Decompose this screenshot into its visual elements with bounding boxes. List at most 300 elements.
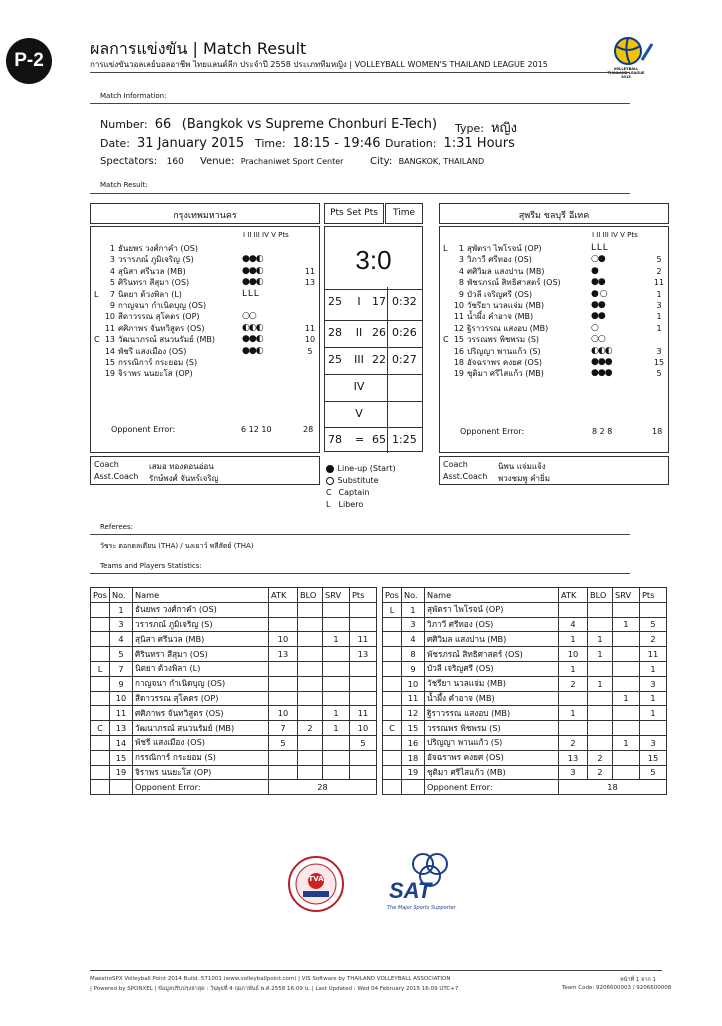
stats-cell: สุพัตรา ไพโรจน์ (OP) [425, 602, 559, 617]
stats-cell: 12 [402, 706, 425, 721]
stats-cell [613, 750, 640, 765]
set-home-pts: 25 [328, 295, 342, 308]
stats-cell: ศศิวิมล แสงปาน (MB) [425, 632, 559, 647]
stats-cell [298, 632, 323, 647]
roster-pos: L [443, 244, 448, 253]
stats-cell: 10 [269, 706, 298, 721]
stats-cell: L [383, 602, 402, 617]
set-label: Set [346, 208, 362, 218]
roster-row [94, 357, 318, 368]
stats-cell: 1 [588, 632, 613, 647]
stats-cell: 2 [640, 632, 667, 647]
stats-cell: 3 [110, 617, 133, 632]
roster-row [94, 334, 318, 345]
stats-cell [613, 647, 640, 662]
roster-row [94, 368, 318, 379]
opp-error-blank [110, 780, 133, 795]
stats-cell: 8 [402, 647, 425, 662]
table-row [91, 632, 377, 647]
away-opp-error-total: 18 [652, 427, 663, 436]
roster-pts: 3 [656, 346, 662, 356]
table-row [383, 750, 667, 765]
stats-cell [383, 691, 402, 706]
stats-cell [91, 602, 110, 617]
stats-cell: 15 [402, 721, 425, 736]
opp-error-total: 18 [559, 780, 667, 795]
stats-cell: 1 [559, 661, 588, 676]
roster-no: 15 [453, 335, 464, 345]
stats-cell [269, 602, 298, 617]
time-label: Time: [255, 137, 286, 150]
roster-pts: 10 [304, 335, 316, 345]
set-time: 0:32 [392, 295, 417, 308]
stats-cell [91, 735, 110, 750]
roster-sets: ●●◐ [242, 254, 263, 265]
roster-name: ชุติมา ศรีไสแก้ว (MB) [467, 369, 544, 379]
roster-sets: ● ○ [591, 288, 607, 299]
stats-cell [588, 617, 613, 632]
stats-header-cell: ATK [559, 588, 588, 603]
stats-cell [323, 765, 350, 780]
roster-no: 7 [109, 289, 115, 299]
away-coach: นิพน แจ่มแจ้ง [498, 462, 546, 471]
match-venue: Prachaniwet Sport Center [240, 157, 344, 166]
stats-header-cell: BLO [298, 588, 323, 603]
teams-stats-label: Teams and Players Statistics: [100, 562, 202, 570]
roster-no: 8 [458, 278, 464, 288]
stats-cell: 1 [613, 735, 640, 750]
roster-sets: ● [591, 265, 598, 276]
roster-no: 19 [453, 369, 464, 379]
stats-cell: 1 [588, 676, 613, 691]
sat-tagline: The Major Sports Supporter [387, 905, 456, 911]
home-opp-error-label: Opponent Error: [111, 425, 176, 434]
away-stats-table [382, 587, 667, 795]
date-label: Date: [100, 137, 130, 150]
pts-label: Pts [330, 208, 344, 218]
stats-cell: 13 [110, 721, 133, 736]
divider [90, 534, 630, 535]
match-date: 31 January 2015 [137, 136, 245, 151]
city-row [370, 156, 484, 167]
stats-cell [269, 661, 298, 676]
stats-cell: 3 [402, 617, 425, 632]
stats-cell [350, 691, 377, 706]
home-asst-coach: รักษ์พงศ์ จันทร์เจริญ [149, 474, 219, 483]
roster-no: 16 [453, 346, 464, 356]
roster-name: ธันยพร วงศ์กาคำ (OS) [118, 244, 198, 253]
coach-label: Coach [94, 460, 119, 469]
away-set-headers: I II III IV V Pts [592, 231, 638, 239]
stats-cell: 7 [110, 661, 133, 676]
home-set-headers: I II III IV V Pts [243, 231, 289, 239]
stats-header-cell: SRV [323, 588, 350, 603]
match-teams: (Bangkok vs Supreme Chonburi E-Tech) [181, 117, 438, 132]
divider [90, 103, 630, 104]
table-row [383, 602, 667, 617]
roster-pts: 1 [656, 312, 662, 322]
roster-sets: ●●◐ [242, 345, 263, 356]
stats-cell: วัฒนาภรณ์ สนวนรัมย์ (MB) [133, 721, 269, 736]
stats-cell [323, 691, 350, 706]
roster-no: 3 [109, 255, 115, 265]
roster-name: บัวลี เจริญศรี (OS) [467, 289, 533, 299]
stats-cell: วรารภณ์ ภูมิเจริญ (S) [133, 617, 269, 632]
stats-cell: 4 [559, 617, 588, 632]
stats-cell [269, 676, 298, 691]
table-row [383, 765, 667, 780]
stats-cell [298, 617, 323, 632]
match-type: หญิง [490, 121, 517, 136]
stats-cell [640, 602, 667, 617]
roster-sets: ◐◐◐ [591, 345, 612, 356]
stats-cell: 2 [559, 676, 588, 691]
stats-cell [91, 691, 110, 706]
stats-cell: ศศิภาพร จันทวิสูตร (OS) [133, 706, 269, 721]
total-home: 78 [328, 433, 342, 446]
stats-header-row [383, 588, 667, 603]
roster-row [443, 243, 667, 254]
total-eq: = [355, 433, 365, 446]
stats-cell: 1 [110, 602, 133, 617]
table-row [91, 765, 377, 780]
stats-cell: ธันยพร วงศ์กาคำ (OS) [133, 602, 269, 617]
stats-cell [559, 602, 588, 617]
roster-name: นิตยา ต้วงพิลา (L) [118, 289, 182, 299]
stats-cell: สุนิสา ศรีนวล (MB) [133, 632, 269, 647]
legend-l: L [326, 500, 331, 509]
roster-pts: 5 [307, 346, 313, 356]
time-header [385, 203, 423, 224]
set-divider [325, 320, 422, 321]
away-opp-error-label: Opponent Error: [460, 427, 525, 436]
stats-cell: 1 [559, 706, 588, 721]
stats-cell: 1 [640, 691, 667, 706]
stats-cell: สีดาวรรณ สุโคตร (OP) [133, 691, 269, 706]
stats-cell [298, 691, 323, 706]
legend-lineup: Line-up (Start) [337, 464, 396, 473]
roster-no: 9 [109, 300, 115, 310]
home-roster [94, 243, 318, 380]
date-row [100, 136, 244, 151]
legend-c: C [326, 488, 332, 497]
stats-cell: 10 [559, 647, 588, 662]
stats-cell: 11 [640, 647, 667, 662]
home-coach: เสมอ ทองดอนอ่อน [149, 462, 214, 471]
stats-cell: C [383, 721, 402, 736]
stats-cell: 10 [402, 676, 425, 691]
away-roster-box [439, 226, 669, 453]
stats-cell [350, 676, 377, 691]
stats-cell [298, 661, 323, 676]
stats-cell [588, 602, 613, 617]
roster-name: จิราพร นนยะโส (OP) [118, 369, 193, 379]
stats-cell [323, 647, 350, 662]
away-opp-error-values: 8 2 8 [592, 427, 613, 436]
stats-cell: 5 [269, 735, 298, 750]
roster-row [443, 323, 667, 334]
venue-row [200, 156, 343, 167]
stats-cell [383, 617, 402, 632]
stats-cell: 1 [613, 617, 640, 632]
stats-cell [350, 661, 377, 676]
set-number: II [355, 326, 363, 339]
roster-name: วรรณพร พิชพรม (S) [467, 335, 540, 345]
roster-row [94, 346, 318, 357]
roster-pts: 13 [304, 278, 316, 288]
stats-cell [269, 750, 298, 765]
pts-label-away: Pts [364, 208, 378, 218]
roster-row [443, 289, 667, 300]
legend [326, 463, 396, 511]
roster-pts: 11 [304, 323, 316, 333]
match-number: 66 [154, 117, 172, 132]
roster-sets: L L L [242, 288, 258, 299]
stats-cell: 7 [269, 721, 298, 736]
asst-coach-label: Asst.Coach [443, 472, 488, 481]
table-row [383, 691, 667, 706]
roster-name: สุนิสา ศรีนวล (MB) [118, 266, 186, 276]
roster-no: 10 [453, 300, 464, 310]
roster-sets: ◐◐◐ [242, 322, 263, 333]
roster-name: วิภาวี ศรีทอง (OS) [467, 255, 532, 265]
stats-header-cell: Name [425, 588, 559, 603]
roster-name: กาญจนา กำเนิดบุญ (OS) [118, 300, 207, 310]
roster-pts: 15 [653, 357, 665, 367]
total-time: 1:25 [392, 433, 417, 446]
stats-cell: พัชรี แสงเมือง (OS) [133, 735, 269, 750]
stats-cell [298, 735, 323, 750]
home-roster-box [90, 226, 320, 453]
stats-cell: ฐิราวรรณ แสงอบ (MB) [425, 706, 559, 721]
stats-cell [323, 676, 350, 691]
roster-pts: 11 [653, 278, 665, 288]
stats-cell [91, 647, 110, 662]
roster-name: อัจฉราพร คงยศ (OS) [467, 357, 543, 367]
stats-cell: 3 [640, 735, 667, 750]
stats-cell: นิตยา ต้วงพิลา (L) [133, 661, 269, 676]
stats-cell [383, 661, 402, 676]
set-divider [325, 289, 422, 290]
stats-cell: วรรณพร พิชพรม (S) [425, 721, 559, 736]
stats-cell: 13 [269, 647, 298, 662]
stats-cell: กรรณิการ์ กระยอม (S) [133, 750, 269, 765]
home-opp-error-total: 28 [303, 425, 314, 434]
stats-cell: น้ำผึ้ง คำอาจ (MB) [425, 691, 559, 706]
set-home-pts: 25 [328, 353, 342, 366]
roster-pts: 5 [656, 255, 662, 265]
table-row [91, 602, 377, 617]
stats-header-row [91, 588, 377, 603]
stats-cell: 15 [110, 750, 133, 765]
stats-header-cell: Pts [640, 588, 667, 603]
stats-cell: 11 [110, 706, 133, 721]
stats-cell [383, 765, 402, 780]
stats-cell [383, 676, 402, 691]
roster-sets: L L L [591, 243, 607, 253]
stats-header-cell: ATK [269, 588, 298, 603]
opp-error-total: 28 [269, 780, 377, 795]
roster-sets: ●●◐ [242, 277, 263, 288]
roster-sets: ○ [591, 322, 598, 333]
roster-sets: ●●● [591, 356, 612, 367]
roster-row [94, 300, 318, 311]
stats-cell: จิราพร นนยะโส (OP) [133, 765, 269, 780]
stats-cell: 9 [110, 676, 133, 691]
type-label: Type: [455, 122, 484, 135]
opp-error-label: Opponent Error: [133, 780, 269, 795]
stats-cell: L [91, 661, 110, 676]
table-row [91, 691, 377, 706]
divider [90, 573, 630, 574]
set-divider [325, 401, 422, 402]
footer-divider [90, 970, 662, 971]
stats-cell [350, 617, 377, 632]
league-logo-text: VOLLEYBALL THAILAND LEAGUE 2015 [607, 67, 645, 79]
stats-header-cell: Pts [350, 588, 377, 603]
stats-cell: ปริญญา พานแก้ว (S) [425, 735, 559, 750]
table-row [91, 706, 377, 721]
roster-name: วัชรียา นวลแจ่ม (MB) [467, 300, 545, 310]
time-row [255, 136, 381, 151]
roster-no: 9 [458, 289, 464, 299]
roster-sets: ●● [591, 311, 605, 322]
stats-cell [350, 602, 377, 617]
table-row [383, 632, 667, 647]
roster-row [94, 266, 318, 277]
home-stats-table [90, 587, 377, 795]
stats-cell [559, 721, 588, 736]
roster-row [443, 346, 667, 357]
stats-header-cell: No. [110, 588, 133, 603]
roster-row [443, 277, 667, 288]
league-logo [606, 34, 656, 84]
stats-cell: 2 [559, 735, 588, 750]
stats-cell: 1 [640, 661, 667, 676]
stats-cell: พัชรภรณ์ สิทธิศาสตร์ (OS) [425, 647, 559, 662]
stats-header-cell: BLO [588, 588, 613, 603]
roster-no: 12 [453, 323, 464, 333]
roster-pos: C [94, 335, 100, 345]
stats-cell [323, 750, 350, 765]
roster-sets: ○○ [242, 311, 256, 322]
roster-row [443, 334, 667, 345]
roster-row [94, 243, 318, 254]
roster-row [443, 357, 667, 368]
table-row [91, 661, 377, 676]
match-result-label: Match Result: [100, 181, 148, 189]
roster-name: ศิรินทรา สีสุมา (OS) [118, 278, 190, 288]
roster-sets: ●●◐ [242, 265, 263, 276]
away-team-name: สุพรีม ชลบุรี อีเทค [518, 211, 590, 221]
stats-header-cell: Pos [383, 588, 402, 603]
roster-pts: 3 [656, 300, 662, 310]
stats-cell [588, 735, 613, 750]
table-row [91, 721, 377, 736]
stats-cell [298, 676, 323, 691]
roster-name: กรรณิการ์ กระยอม (S) [118, 357, 198, 367]
set-away-pts: 22 [372, 353, 386, 366]
spectators-label: Spectators: [100, 156, 158, 167]
roster-no: 1 [458, 244, 464, 253]
roster-pos: C [443, 335, 449, 345]
stats-cell: ศิรินทรา สีสุมา (OS) [133, 647, 269, 662]
stats-cell: 5 [640, 617, 667, 632]
sat-logo-text: SAT [389, 878, 432, 903]
set-number: I [357, 295, 361, 308]
stats-cell: 4 [402, 632, 425, 647]
set-number: III [354, 353, 364, 366]
stats-cell: 10 [269, 632, 298, 647]
stats-cell [383, 632, 402, 647]
stats-cell [613, 721, 640, 736]
time-col-label: Time [392, 208, 416, 218]
roster-row [443, 254, 667, 265]
roster-row [94, 254, 318, 265]
stats-cell [613, 765, 640, 780]
roster-name: พัชรี แสงเมือง (OS) [118, 346, 187, 356]
stats-cell [350, 750, 377, 765]
roster-name: ฐิราวรรณ แสงอบ (MB) [467, 323, 549, 333]
asst-coach-label: Asst.Coach [94, 472, 139, 481]
stats-cell: 19 [110, 765, 133, 780]
set-away-pts: 17 [372, 295, 386, 308]
roster-name: น้ำผึ้ง คำอาจ (MB) [467, 312, 534, 322]
lineup-dot-icon [326, 465, 334, 473]
roster-no: 4 [458, 266, 464, 276]
roster-name: สีดาวรรณ สุโคตร (OP) [118, 312, 200, 322]
table-row [91, 647, 377, 662]
stats-cell: 11 [402, 691, 425, 706]
table-row [91, 617, 377, 632]
set-divider [325, 374, 422, 375]
spectators-row [100, 156, 184, 167]
stats-cell: 1 [323, 721, 350, 736]
stats-cell [91, 676, 110, 691]
score-box [324, 226, 423, 452]
sat-logo [385, 852, 465, 918]
roster-no: 11 [453, 312, 464, 322]
away-coach-box [439, 456, 669, 485]
stats-header-cell: SRV [613, 588, 640, 603]
home-coach-box [90, 456, 320, 485]
roster-no: 14 [104, 346, 115, 356]
roster-name: พัชรภรณ์ สิทธิศาสตร์ (OS) [467, 278, 561, 288]
final-score: 3:0 [355, 245, 392, 275]
stats-cell [613, 661, 640, 676]
roster-name: สุพัตรา ไพโรจน์ (OP) [467, 244, 542, 253]
stats-cell: 5 [110, 647, 133, 662]
stats-cell: 4 [110, 632, 133, 647]
stats-cell [588, 721, 613, 736]
stats-cell: 1 [323, 632, 350, 647]
opp-error-blank [91, 780, 110, 795]
stats-cell: 1 [323, 706, 350, 721]
roster-row [443, 266, 667, 277]
stats-cell [298, 706, 323, 721]
stats-cell [613, 676, 640, 691]
table-row [383, 661, 667, 676]
table-row [383, 617, 667, 632]
legend-captain: Captain [338, 488, 370, 497]
opp-error-blank [402, 780, 425, 795]
match-spectators: 160 [166, 157, 184, 167]
table-row [91, 735, 377, 750]
stats-cell: 5 [640, 765, 667, 780]
roster-name: วัฒนาภรณ์ สนวนรัมย์ (MB) [118, 335, 215, 345]
referees-label: Referees: [100, 523, 133, 531]
roster-row [94, 323, 318, 334]
